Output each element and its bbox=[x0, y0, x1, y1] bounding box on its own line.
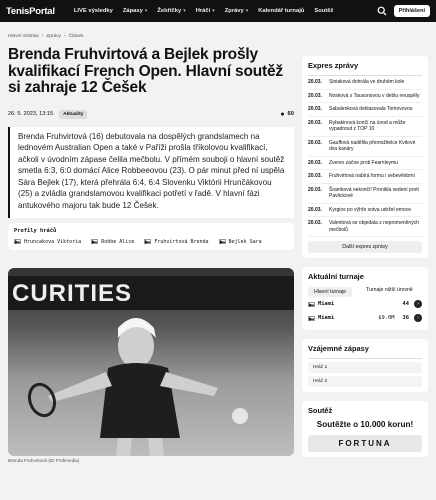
nav-label: Kalendář turnajů bbox=[258, 8, 305, 14]
express-news-item[interactable] bbox=[308, 137, 422, 157]
player-name: Robbe Alice bbox=[101, 238, 135, 245]
flag-icon bbox=[144, 239, 151, 244]
tournament-name: Miami bbox=[318, 315, 335, 321]
tab-lower-tournaments[interactable]: Turnaje nižší úrovně bbox=[366, 287, 413, 293]
chevron-down-icon: ▾ bbox=[183, 8, 186, 14]
player-name: Hruncakova Viktoria bbox=[24, 238, 82, 245]
nav-item-calendar[interactable] bbox=[253, 8, 309, 14]
news-date: 20.03. bbox=[308, 220, 322, 226]
flag-icon bbox=[14, 239, 21, 244]
news-text: Valentová se objedala z nepromeněných mečbolů bbox=[329, 220, 419, 233]
express-news-item[interactable] bbox=[308, 217, 422, 237]
news-text: Gauffová nadělila přemožitelce Kvitové dva kanáry bbox=[329, 139, 416, 152]
breadcrumb-separator: › bbox=[41, 34, 44, 39]
chevron-down-icon: ▾ bbox=[212, 8, 215, 14]
nav-item-live[interactable] bbox=[69, 8, 118, 14]
tennis-player-illustration bbox=[8, 268, 294, 456]
tournament-row[interactable] bbox=[308, 311, 422, 325]
contest-box bbox=[302, 401, 428, 457]
nav-item-news[interactable] bbox=[220, 8, 254, 14]
article-title: Brenda Fruhvirtová a Bejlek prošly kvalifikací French Open. Hlavní soutěž si zahraje 12 Češek bbox=[8, 46, 283, 96]
breadcrumb-news[interactable]: Zprávy bbox=[46, 34, 61, 39]
news-text: Fruhvirtová nabírá formu i sebevědomí bbox=[329, 173, 415, 179]
breadcrumb bbox=[8, 34, 294, 39]
article-column bbox=[8, 22, 294, 466]
nav-label: LIVE výsledky bbox=[73, 8, 113, 14]
news-text: Šramková nekončí! Pronikla vedení proti Pavlickové bbox=[329, 186, 419, 199]
player-2-input[interactable]: Hráč 2 bbox=[308, 376, 422, 387]
player-link[interactable] bbox=[144, 239, 208, 245]
news-text: Kyrgios po výhře sotva udržel emoce bbox=[329, 206, 411, 213]
news-date: 20.03. bbox=[308, 206, 322, 213]
chevron-right-icon[interactable]: › bbox=[414, 314, 422, 322]
express-news-list bbox=[308, 76, 422, 237]
breadcrumb-home[interactable]: Hlavní stránka bbox=[8, 34, 39, 39]
express-news-item[interactable] bbox=[308, 117, 422, 137]
chevron-down-icon: ▾ bbox=[245, 8, 249, 14]
news-date: 20.03. bbox=[308, 139, 322, 146]
player-profiles-label: Profily hráčů bbox=[14, 227, 57, 234]
banner-text: CURITIES bbox=[12, 279, 133, 307]
player-profiles bbox=[8, 223, 294, 250]
flag-icon bbox=[91, 239, 98, 244]
nav-label: Soutěž bbox=[314, 8, 334, 14]
news-date: 20.03. bbox=[308, 186, 322, 193]
nav-item-rankings[interactable] bbox=[152, 8, 190, 14]
article-lead: Brenda Fruhvirtová (16) debutovala na dospělých grandslamech na lednovém Australian Open a také v Paříži prošla tříkolovou kvalifikací, ačkoli v úvodním zápase čelila mečbolu. V přímém souboji o hlavní soutěž smetla 6:3, 6:0 domácí Alice Robbeeovou (23). O pár minut před ní uspěla Sára Bejlek (17), která přehrála 6:4, 6:4 Slovenku Viktórii Hrunčákovou (25) a zvládla grandslamovou kvalifikaci potřetí v řadě. V hlavní fázi antukového majoru tak bude 12 Češek. bbox=[8, 127, 294, 218]
search-icon[interactable] bbox=[377, 6, 387, 16]
express-news-item[interactable] bbox=[308, 103, 422, 117]
news-date: 20.03. bbox=[308, 159, 322, 166]
more-express-news-button[interactable]: Další expres zprávy bbox=[308, 241, 422, 253]
tournament-name: Miami bbox=[318, 301, 335, 307]
contest-headline: Soutěžte o 10.000 korun! bbox=[316, 420, 414, 429]
news-date: 20.03. bbox=[308, 79, 322, 85]
tournament-tabs bbox=[308, 287, 422, 297]
express-news-item[interactable] bbox=[308, 157, 422, 171]
flag-icon bbox=[308, 316, 315, 321]
player-name: Bejlek Sara bbox=[228, 238, 262, 245]
news-date: 20.03. bbox=[308, 119, 322, 126]
nav-label: Zápasy bbox=[122, 8, 143, 14]
nav-label: Hráči bbox=[195, 8, 211, 14]
contest-title: Soutěž bbox=[308, 406, 333, 415]
chevron-right-icon[interactable]: › bbox=[414, 300, 422, 308]
nav-item-contest[interactable] bbox=[309, 8, 338, 14]
tournaments-title: Aktuální turnaje bbox=[308, 272, 364, 281]
tournament-count: 36 bbox=[402, 315, 409, 321]
breadcrumb-separator: › bbox=[63, 34, 66, 39]
article-photo bbox=[8, 268, 294, 456]
top-navigation bbox=[0, 0, 436, 22]
flag-icon bbox=[219, 239, 226, 244]
tab-main-tournaments[interactable]: Hlavní turnaje bbox=[308, 287, 352, 297]
breadcrumb-current: Článek bbox=[68, 34, 84, 39]
tournament-prize: $9.0M bbox=[378, 315, 395, 321]
article-meta bbox=[8, 110, 294, 119]
share-count: 60 bbox=[287, 111, 294, 117]
tournaments-box bbox=[302, 267, 428, 330]
player-name: Fruhvirtová Brenda bbox=[154, 238, 209, 245]
player-link[interactable] bbox=[14, 239, 81, 245]
nav-item-players[interactable] bbox=[191, 8, 220, 14]
nav-label: Zprávy bbox=[224, 8, 244, 14]
player-1-input[interactable]: Hráč 1 bbox=[308, 362, 422, 373]
tournament-row[interactable] bbox=[308, 297, 422, 311]
player-list bbox=[14, 239, 288, 245]
express-news-item[interactable] bbox=[308, 184, 422, 204]
news-text: Rybakinová končí na úvod a může vypadnout z TOP 10 bbox=[329, 119, 406, 132]
category-badge[interactable]: Aktuality bbox=[59, 110, 87, 119]
main-nav bbox=[69, 8, 377, 14]
tournament-count: 44 bbox=[402, 301, 409, 307]
nav-label: Žebříčky bbox=[157, 8, 182, 14]
share-icon: ● bbox=[280, 110, 285, 118]
site-logo[interactable]: TenisPortal bbox=[6, 5, 55, 17]
share-counter[interactable] bbox=[280, 111, 294, 118]
article-date: 26. 5. 2023, 13:15 bbox=[8, 111, 54, 117]
express-news-box bbox=[302, 56, 428, 258]
sponsor-logo[interactable]: FORTUNA bbox=[308, 435, 422, 452]
login-button[interactable]: Přihlášení bbox=[394, 5, 430, 17]
news-text: Zverev začne proti Fearnleymu bbox=[329, 159, 398, 166]
player-link[interactable] bbox=[219, 239, 262, 245]
news-date: 20.03. bbox=[308, 173, 322, 179]
express-news-item[interactable] bbox=[308, 76, 422, 90]
sidebar bbox=[302, 22, 428, 466]
news-text: Nosková s Tausonovou v deblu neuspěly bbox=[329, 92, 420, 99]
flag-icon bbox=[308, 302, 315, 307]
nav-item-matches[interactable] bbox=[118, 8, 153, 14]
news-date: 20.03. bbox=[308, 92, 322, 99]
express-news-item[interactable] bbox=[308, 90, 422, 104]
express-news-item[interactable] bbox=[308, 170, 422, 184]
photo-caption: Brenda Fruhvirtová (ID Profimedia) bbox=[8, 457, 80, 463]
news-date: 20.03. bbox=[308, 106, 322, 112]
player-link[interactable] bbox=[91, 239, 134, 245]
news-text: Siniaková dohrála ve druhém kole bbox=[329, 79, 405, 85]
chevron-down-icon: ▾ bbox=[144, 8, 148, 14]
head-to-head-title: Vzájemné zápasy bbox=[308, 344, 422, 359]
head-to-head-box bbox=[302, 339, 428, 392]
news-text: Sabalenková deklasovala Tomovovou bbox=[329, 106, 413, 112]
express-news-item[interactable] bbox=[308, 204, 422, 218]
express-news-title: Expres zprávy bbox=[308, 61, 422, 76]
